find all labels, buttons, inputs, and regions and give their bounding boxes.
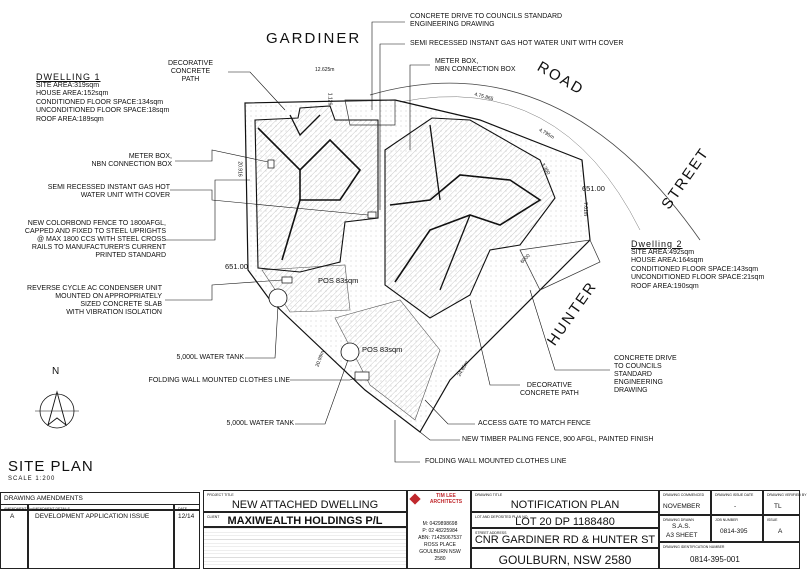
dimension: 24.65m — [456, 360, 471, 378]
street-address-cell — [471, 528, 659, 548]
dimension: 20.99m — [314, 350, 327, 368]
firm-detail-line: M: 0429898698 — [422, 521, 458, 527]
amend-date-col-label: DATE — [178, 507, 188, 511]
firm-detail-line: P: 02 48225984 — [422, 528, 458, 534]
north-arrow — [35, 392, 79, 428]
issue-date-label: DRAWING ISSUE DATE — [715, 493, 754, 497]
street-road: ROAD — [534, 58, 588, 99]
verified-cell — [763, 490, 807, 515]
amendments-heading: DRAWING AMENDMENTS — [4, 495, 83, 502]
ident-number: 0814-395-001 — [690, 555, 740, 564]
dwelling-2-line: CONDITIONED FLOOR SPACE:143sqm — [631, 265, 759, 273]
dwelling-1-schedule — [36, 73, 169, 125]
amend-date-cell — [174, 510, 200, 569]
dwelling-2-line: ROOF AREA:190sqm — [631, 282, 699, 290]
dimension: 6000 — [519, 252, 532, 266]
amend-details: DEVELOPMENT APPLICATION ISSUE — [35, 513, 150, 520]
dwelling-1-line: UNCONDITIONED FLOOR SPACE:18sqm — [36, 107, 170, 115]
note-timber-fence: NEW TIMBER PALING FENCE, 900 AFGL, PAINTED FINISH — [462, 436, 654, 443]
lot-label: LOT AND DEPOSITED PLAN NO. — [475, 515, 529, 519]
drawn-cell — [659, 515, 711, 542]
street-address: CNR GARDINER RD & HUNTER ST — [474, 534, 656, 546]
level-right: 651.00 — [582, 184, 605, 193]
note-clothes-line-2: FOLDING WALL MOUNTED CLOTHES LINE — [425, 458, 567, 465]
project-title-cell — [203, 490, 407, 512]
street-hunter: HUNTER — [543, 278, 601, 349]
note-gas-unit-left: SEMI RECESSED INSTANT GAS HOT WATER UNIT WITH COVER — [47, 184, 170, 199]
dwelling-2-line: HOUSE AREA:164sqm — [631, 257, 704, 265]
firm-detail-line: GOULBURN NSW — [419, 549, 461, 555]
issue-date-cell — [711, 490, 763, 515]
note-water-tank-1: 5,000L WATER TANK — [176, 354, 244, 361]
drawing-title-label: DRAWING TITLE — [475, 493, 503, 497]
dwelling-1-line: CONDITIONED FLOOR SPACE:134sqm — [36, 98, 164, 106]
dimension: 3.350 — [539, 162, 551, 176]
drawn: S.A.S. — [672, 523, 691, 530]
lot-number: LOT 20 DP 1188480 — [515, 516, 615, 528]
title-block — [0, 487, 807, 569]
firm-details — [408, 521, 472, 563]
firm-cell — [407, 490, 471, 569]
note-concrete-drive-top: CONCRETE DRIVE TO COUNCILS STANDARD ENGINEERING DRAWING — [410, 13, 563, 28]
note-meter-box-left: METER BOX, NBN CONNECTION BOX — [91, 153, 172, 168]
street-street: STREET — [658, 144, 713, 213]
amend-col-label: AMENDMENT No. — [4, 507, 33, 511]
note-concrete-drive-right: CONCRETE DRIVE TO COUNCILS STANDARD ENGINEERING DRAWING — [614, 355, 677, 394]
drawing-title: NOTIFICATION PLAN — [510, 499, 620, 511]
commenced: NOVEMBER — [663, 503, 701, 510]
amend-no-cell — [0, 510, 28, 569]
amend-details-cell — [28, 510, 174, 569]
plan-scale: SCALE 1:200 — [8, 476, 56, 482]
firm-detail-line: 2580 — [434, 556, 446, 562]
dwelling-1-line: HOUSE AREA:152sqm — [36, 90, 109, 98]
dimension: 20.916 — [236, 161, 243, 177]
dwelling-2-schedule — [631, 240, 764, 292]
lot-cell — [471, 512, 659, 528]
verified: TL — [774, 503, 782, 510]
gas-unit-1 — [368, 212, 376, 218]
commenced-label: DRAWING COMMENCED — [663, 493, 705, 497]
drawn-label: DRAWING DRAWN — [663, 518, 694, 522]
dimension: 4.795m — [537, 127, 556, 141]
job-label: JOB NUMBER — [715, 518, 738, 522]
dimension: 7.01m — [581, 202, 588, 216]
firm-detail-line: ABN: 71425067537 — [418, 535, 462, 541]
note-colorbond-fence: NEW COLORBOND FENCE TO 1800AFGL, CAPPED AND FIXED TO STEEL UPRIGHTS @ MAX 1800 CCS WITH STEEL CROSS RAILS TO MANUFACTURER'S CURRENT PRINTED STANDARD — [24, 220, 166, 259]
disclaimer-cell — [203, 527, 407, 569]
amend-date: 12/14 — [178, 513, 195, 520]
plan-title: SITE PLAN — [8, 458, 94, 475]
dimension: 1.126 — [326, 92, 333, 106]
ident-cell — [659, 542, 800, 569]
firm-detail-line: ROSS PLACE — [424, 542, 456, 548]
project-title: NEW ATTACHED DWELLING — [231, 499, 379, 511]
dwelling-2-line: UNCONDITIONED FLOOR SPACE:21sqm — [631, 274, 765, 282]
water-tank-1 — [269, 289, 287, 307]
note-water-tank-2: 5,000L WATER TANK — [226, 420, 294, 427]
issue: A — [778, 528, 783, 535]
clothes-line-2 — [355, 372, 369, 380]
client-name: MAXIWEALTH HOLDINGS P/L — [227, 515, 383, 527]
drawing-title-cell — [471, 490, 659, 512]
issue-cell — [763, 515, 800, 542]
project-title-label: PROJECT TITLE — [207, 493, 234, 497]
job-number: 0814-395 — [720, 528, 748, 535]
street-address-label: STREET ADDRESS — [475, 531, 507, 535]
dwelling-1-heading: DWELLING 1 — [36, 72, 101, 82]
issue-label: ISSUE — [767, 518, 778, 522]
pos-label-2: POS 83sqm — [362, 345, 403, 354]
client-cell — [203, 512, 407, 527]
verified-label: DRAWING VERIFIED BY — [767, 493, 807, 497]
amend-details-col-label: AMENDMENT DETAILS — [32, 507, 70, 511]
dimension: 12.625m — [315, 67, 335, 73]
water-tank-2 — [341, 343, 359, 361]
north-label: N — [52, 366, 60, 377]
firm-name: TIM LEE ARCHITECTS — [429, 493, 463, 505]
town-cell — [471, 548, 659, 569]
note-gas-unit-top: SEMI RECESSED INSTANT GAS HOT WATER UNIT WITH COVER — [410, 40, 624, 47]
note-clothes-line-1: FOLDING WALL MOUNTED CLOTHES LINE — [148, 377, 290, 384]
dwelling-1-line: ROOF AREA:189sqm — [36, 115, 104, 123]
dimension: 4.75.865 — [473, 91, 494, 103]
pos-label-1: POS 83sqm — [318, 276, 359, 285]
job-cell — [711, 515, 763, 542]
dwelling-1-line: SITE AREA:319sqm — [36, 81, 100, 89]
ac-unit — [282, 277, 292, 283]
note-ac-condenser: REVERSE CYCLE AC CONDENSER UNIT MOUNTED ON APPROPRIATELY SIZED CONCRETE SLAB WITH VIBRATION ISOLATION — [27, 285, 162, 316]
ident-label: DRAWING IDENTIFICATION NUMBER — [663, 545, 725, 549]
meter-box-1 — [268, 160, 274, 168]
issue-date: - — [734, 503, 737, 510]
commenced-cell — [659, 490, 711, 515]
town: GOULBURN, NSW 2580 — [498, 553, 632, 567]
level-left: 651.00 — [225, 262, 248, 271]
client-label: CLIENT — [207, 515, 220, 519]
note-access-gate: ACCESS GATE TO MATCH FENCE — [478, 420, 591, 427]
sheet-size: A3 SHEET — [666, 532, 698, 539]
amend-no: A — [10, 513, 15, 520]
amendments-heading-cell — [0, 492, 200, 504]
firm-logo-icon — [409, 493, 420, 504]
street-gardiner: GARDINER — [266, 30, 362, 47]
dwelling-2-heading: Dwelling 2 — [631, 239, 683, 249]
note-meter-box-top: METER BOX, NBN CONNECTION BOX — [435, 58, 516, 73]
dwelling-2-line: SITE AREA:492sqm — [631, 248, 695, 256]
note-decorative-path-top: DECORATIVE CONCRETE PATH — [168, 60, 213, 83]
note-decorative-path-bottom: DECORATIVE CONCRETE PATH — [520, 382, 579, 397]
